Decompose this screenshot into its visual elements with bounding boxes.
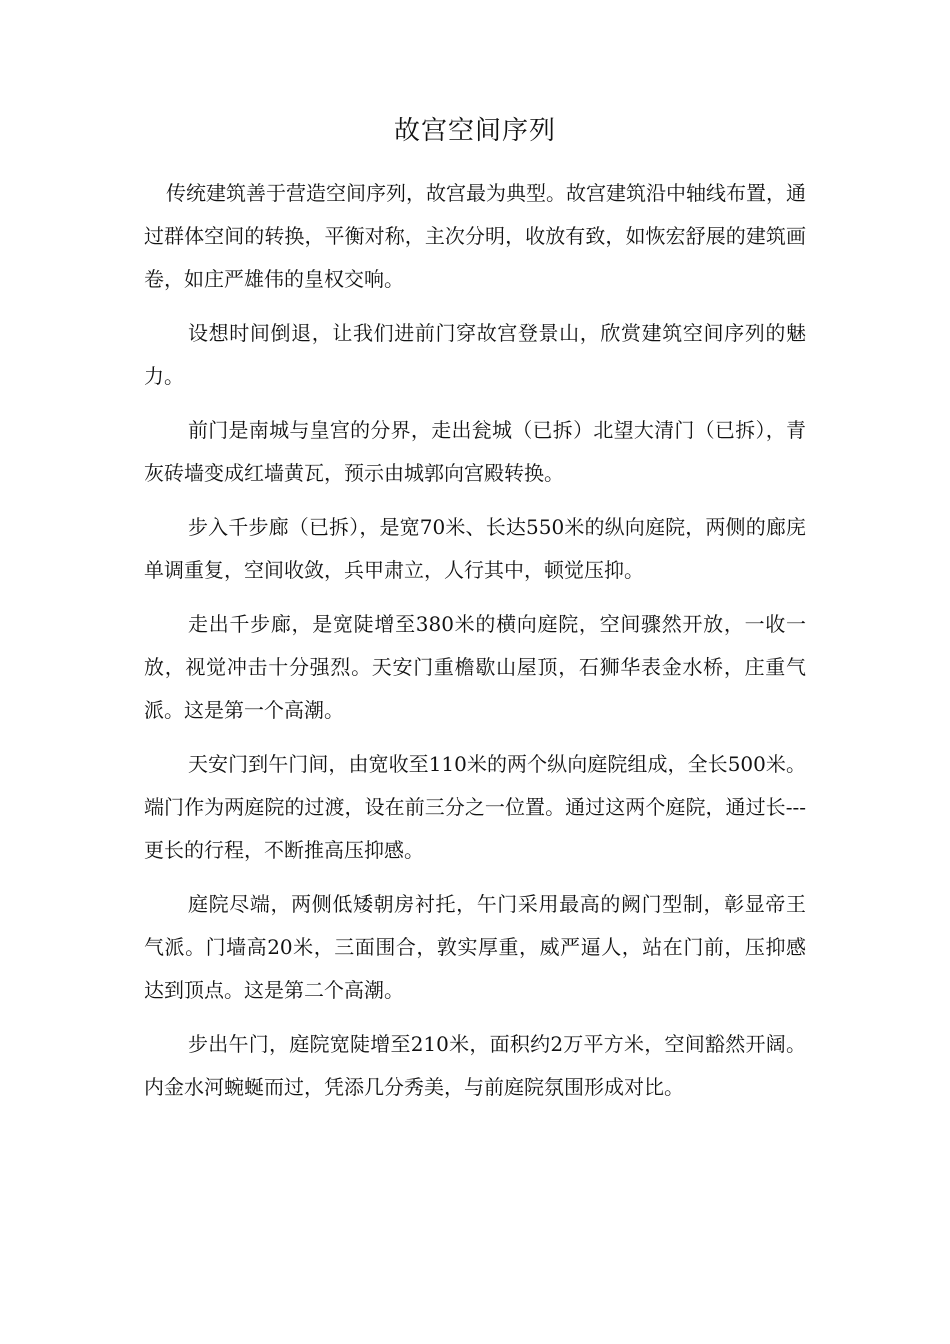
paragraph-2: 设想时间倒退，让我们进前门穿故宫登景山，欣赏建筑空间序列的魅力。 <box>144 321 806 388</box>
paragraph-6: 天安门到午门间，由宽收至110米的两个纵向庭院组成，全长500米。端门作为两庭院的过渡，设在前三分之一位置。通过这两个庭院，通过长---更长的行程，不断推高压抑感。 <box>144 752 806 862</box>
paragraph-4: 步入千步廊（已拆），是宽70米、长达550米的纵向庭院，两侧的廊庑单调重复，空间收敛，兵甲肃立，人行其中，顿觉压抑。 <box>144 515 806 582</box>
document-title: 故宫空间序列 <box>393 116 556 146</box>
paragraph-7: 庭院尽端，两侧低矮朝房衬托，午门采用最高的阙门型制，彰显帝王气派。门墙高20米，三面围合，敦实厚重，威严逼人，站在门前，压抑感达到顶点。这是第二个高潮。 <box>144 892 806 1002</box>
paragraph-3: 前门是南城与皇宫的分界，走出瓮城（已拆）北望大清门（已拆），青灰砖墙变成红墙黄瓦，预示由城郭向宫殿转换。 <box>144 418 806 485</box>
document-body <box>144 172 806 1120</box>
paragraph-8: 步出午门，庭院宽陡增至210米，面积约2万平方米，空间豁然开阔。内金水河蜿蜒而过，凭添几分秀美，与前庭院氛围形成对比。 <box>144 1032 806 1099</box>
paragraph-5: 走出千步廊，是宽陡增至380米的横向庭院，空间骤然开放，一收一放，视觉冲击十分强烈。天安门重檐歇山屋顶，石狮华表金水桥，庄重气派。这是第一个高潮。 <box>144 612 806 722</box>
paragraph-1: 传统建筑善于营造空间序列，故宫最为典型。故宫建筑沿中轴线布置，通过群体空间的转换，平衡对称，主次分明，收放有致，如恢宏舒展的建筑画卷，如庄严雄伟的皇权交响。 <box>144 181 806 291</box>
